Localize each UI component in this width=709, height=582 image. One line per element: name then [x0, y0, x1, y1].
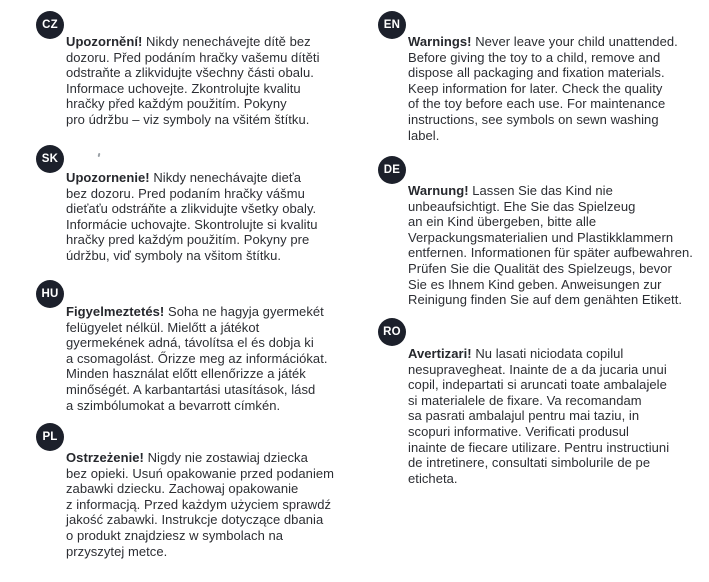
warning-line: eticheta.	[408, 470, 458, 486]
warning-line: an ein Kind übergeben, bitte alle	[408, 214, 597, 230]
warning-line: nesupravegheat. Inainte de a da jucaria unui	[408, 361, 667, 377]
warning-line: Before giving the toy to a child, remove and	[408, 49, 661, 65]
warning-line: copil, indepartati si aruncati toate ambalajele	[408, 377, 667, 393]
warning-heading-de: Warnung!	[408, 183, 469, 198]
warning-heading-ro: Avertizari!	[408, 346, 472, 361]
warning-line: Warnings! Never leave your child unattended.	[408, 34, 678, 49]
warning-line: Upozornění! Nikdy nenechávejte dítě bez	[66, 34, 311, 49]
warning-line: z informacją. Przed każdym użyciem sprawdź	[66, 496, 332, 512]
warning-line: odstraňte a zlikvidujte všechny části obalu.	[66, 65, 314, 81]
warning-line: Sie es Ihnem Kind geben. Anweisungen zur	[408, 276, 662, 292]
warning-line: a szimbólumokat a bevarrott címkén.	[66, 397, 281, 413]
warning-section-en	[378, 11, 678, 143]
warning-text-cz	[66, 34, 320, 128]
warning-line: hračky pred každým použitím. Pokyny pre	[66, 232, 310, 248]
warning-line: Ostrzeżenie! Nigdy nie zostawiaj dziecka	[66, 450, 308, 465]
warning-heading-pl: Ostrzeżenie!	[66, 450, 144, 465]
language-badge-cz: CZ	[36, 11, 64, 39]
warning-heading-sk: Upozornenie!	[66, 170, 150, 185]
language-badge-pl: PL	[36, 423, 64, 451]
warning-line: of the toy before each use. For maintenance	[408, 96, 666, 112]
warning-section-cz	[36, 11, 320, 127]
warning-line: dispose all packaging and fixation materials.	[408, 65, 665, 81]
warning-line: Minden használat előtt ellenőrizze a játék	[66, 366, 306, 382]
warning-line: entfernen. Informationen für später aufbewahren.	[408, 245, 693, 261]
warning-section-ro	[378, 318, 670, 486]
warning-line: Verpackungsmaterialien und Plastikklammern	[408, 229, 674, 245]
warning-line: zabawki dziecku. Zachowaj opakowanie	[66, 481, 299, 497]
warning-line: jakość zabawki. Instrukcje dotyczące dbania	[66, 512, 324, 528]
warning-line: scopuri informative. Verificati produsul	[408, 423, 629, 439]
warning-line: Keep information for later. Check the quality	[408, 80, 663, 96]
warning-section-hu	[36, 280, 328, 413]
warning-line: gyermekének adná, távolítsa el és dobja ki	[66, 335, 314, 351]
warning-text-ro	[408, 346, 669, 486]
warning-line: unbeaufsichtigt. Ehe Sie das Spielzeug	[408, 198, 636, 214]
warning-heading-hu: Figyelmeztetés!	[66, 304, 165, 319]
warning-line: Informácie uchovajte. Skontrolujte si kvalitu	[66, 216, 318, 232]
warning-text-sk	[66, 170, 318, 264]
warning-line: Avertizari! Nu lasati niciodata copilul	[408, 346, 624, 361]
warning-section-sk	[36, 145, 318, 263]
language-badge-de: DE	[378, 156, 406, 184]
warning-line: údržbu, viď symboly na všitom štítku.	[66, 247, 282, 263]
language-badge-sk: SK	[36, 145, 64, 173]
warning-line: bez dozoru. Pred podaním hračky vášmu	[66, 185, 305, 201]
warning-text-pl	[66, 450, 334, 559]
warning-line: Reinigung finden Sie auf dem genähten Etikett.	[408, 292, 683, 308]
warning-line: Prüfen Sie die Qualität des Spielzeugs, bevor	[408, 260, 672, 276]
warning-line: hračky před každým použitím. Pokyny	[66, 96, 287, 112]
language-badge-en: EN	[378, 11, 406, 39]
warning-line: bez opieki. Usuń opakowanie przed podaniem	[66, 465, 335, 481]
warning-line: Upozornenie! Nikdy nenechávajte dieťa	[66, 170, 302, 185]
warning-line: de intretinere, consultati simbolurile de pe	[408, 455, 651, 471]
warning-line: dieťaťu odstráňte a zlikvidujte všetky obaly.	[66, 201, 317, 217]
language-badge-ro: RO	[378, 318, 406, 346]
warning-text-en	[408, 34, 678, 143]
warning-section-pl	[36, 423, 335, 559]
warning-heading-cz: Upozornění!	[66, 34, 143, 49]
warning-line: sa pasrati ambalajul pentru mai taziu, in	[408, 408, 640, 424]
warning-text-de	[408, 183, 693, 308]
warning-line: Figyelmeztetés! Soha ne hagyja gyermekét	[66, 304, 324, 319]
warning-line: si materialele de fixare. Va recomandam	[408, 392, 642, 408]
warning-section-de	[378, 156, 693, 308]
warning-line: minőségét. A karbantartási utasítások, lásd	[66, 381, 316, 397]
warning-line: a csomagolást. Őrizze meg az információkat.	[66, 350, 328, 366]
warning-heading-en: Warnings!	[408, 34, 472, 49]
warning-text-hu	[66, 304, 328, 413]
warning-line: label.	[408, 127, 440, 143]
warning-line: felügyelet nélkül. Mielőtt a játékot	[66, 319, 260, 335]
warning-line: o produkt znajdziesz w symbolach na	[66, 527, 284, 543]
stray-mark-artifact	[98, 153, 101, 157]
warning-line: pro údržbu – viz symboly na všitém štítku.	[66, 111, 310, 127]
warning-line: inainte de fiecare utilizare. Pentru instructiuni	[408, 439, 670, 455]
warning-line: instructions, see symbols on sewn washing	[408, 111, 659, 127]
warning-line: Informace uchovejte. Zkontrolujte kvalitu	[66, 80, 301, 96]
warning-line: Warnung! Lassen Sie das Kind nie	[408, 183, 613, 198]
language-badge-hu: HU	[36, 280, 64, 308]
warning-line: przyszytej metce.	[66, 543, 168, 559]
warning-line: dozoru. Před podáním hračky vašemu dítěti	[66, 49, 320, 65]
